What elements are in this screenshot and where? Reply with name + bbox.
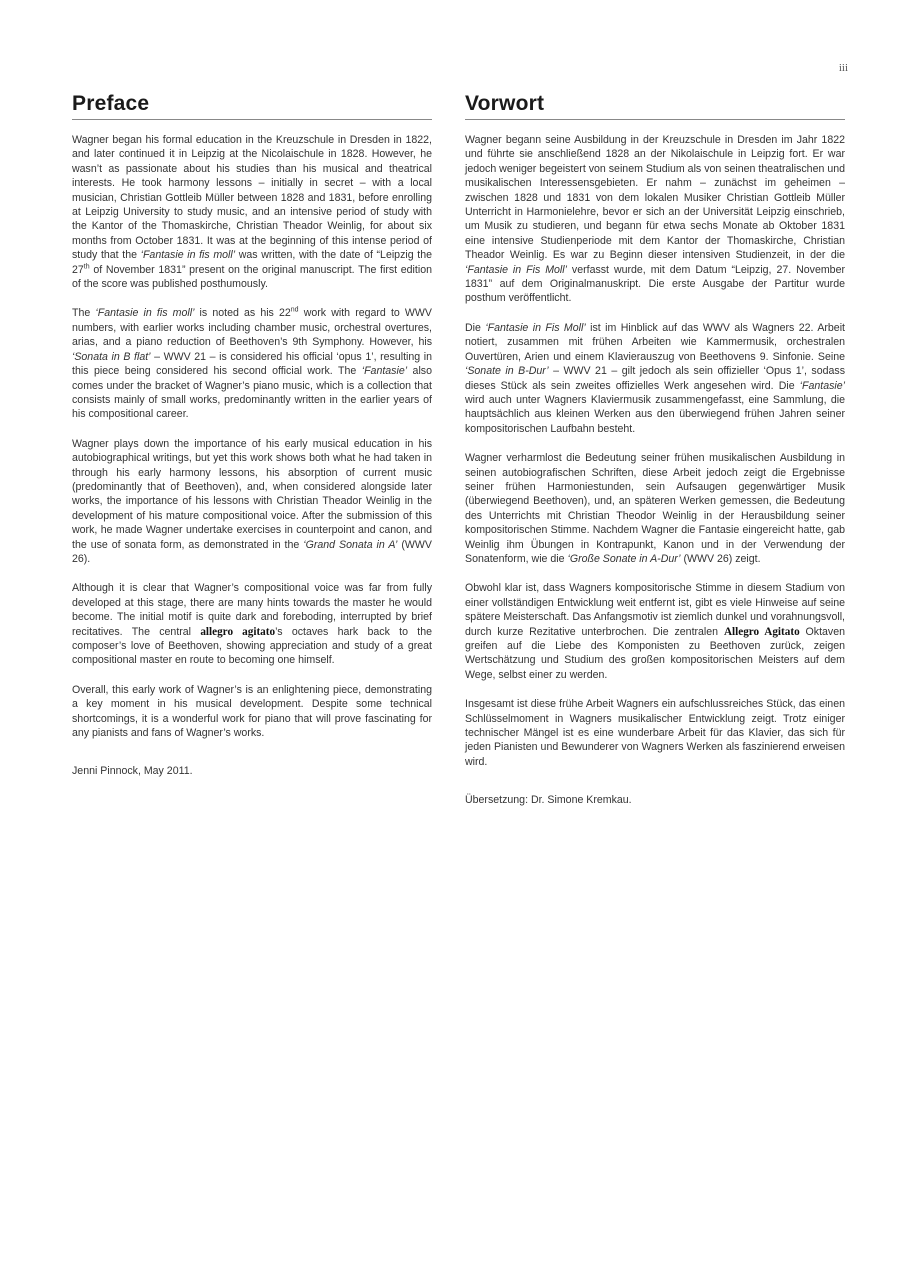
vorwort-signature: Übersetzung: Dr. Simone Kremkau. (465, 794, 632, 807)
work-title: ‘Große Sonate in A-Dur’ (567, 552, 681, 565)
text: Wagner begann seine Ausbildung in der Kreuzschule in Dresden im Jahr 1822 und führte sie anschließend 1828 an der Nikolaischule in Leipzig fort. Er war jedoch weniger begeistert von seinem Studium als von seinen theatralischen und musikalischen Interessensgebieten. Er nahm – zunächst im geheimen – zwischen 1828 und 1831 von dem lokalen Musiker Christian Gottleib Müller Unterricht in Harmonielehre, bevor er sich an der Universität Leipzig einschrieb, um Musik zu studieren, und begann für etwa sechs Monate ab Oktober 1831 eine intensive Studienperiode mit dem Kantor der Thomaskirche, Christian Theador Weinlig. Es war zu Beginn dieser intensiven Studienzeit, in der die (465, 134, 845, 262)
text: Wagner plays down the importance of his early musical education in his autobiographical writings, but yet this work shows both what he had taken in through his early harmony lessons, his absorption of current music (predominantly that of Beethoven), and, when considered alongside later works, the importance of his lessons with Christian Theador Weinlig in the development of his mature compositional voice. After the submission of this work, he made Wagner undertake exercises in counterpoint and canon, and the use of sonata form, as demonstrated in the (72, 437, 432, 551)
tempo-term: allegro agitato (200, 625, 276, 638)
text: Oktaven greifen auf die Liebe des Komponisten zu Beethoven zurück, zeigen Wertschätzung und Studium des großen kompositorischen Meisters auf dem Wege, selbst einer zu werden. (465, 625, 845, 681)
preface-paragraph-1 (72, 133, 432, 291)
text: was written, with the date of “Leipzig the 27 (72, 249, 432, 276)
ordinal-suffix: nd (290, 306, 299, 314)
vorwort-paragraph-3 (465, 451, 845, 566)
text: – WWV 21 – gilt jedoch als sein offizieller ‘Opus 1’, sodass dieses Stück als sein zweites offizielles Werk angesehen wird. Die (465, 365, 845, 392)
work-title: ‘Grand Sonata in A’ (303, 538, 398, 551)
text: verfasst wurde, mit dem Datum “Leipzig, 27. November 1831” auf dem Originalmanuskript. Die erste Ausgabe der Partitur wurde posthum veröffentlicht. (465, 263, 845, 305)
work-title: ‘Fantasie in Fis Moll’ (485, 321, 586, 334)
text: Wagner began his formal education in the Kreuzschule in Dresden in 1822, and later continued it in Leipzig at the Nicolaischule in 1828. However, he wasn’t as passionate about his studies than his musical and theatrical interests. He took harmony lessons – initially in secret – with a local musician, Christian Gottleib Müller between 1828 and 1831, before enrolling at Leipzig University to study music, and an intensive period of study with the Kantor of the Thomaskirche, Christian Theador Weinlig, for about six months from October 1831. It was at the beginning of this intense period of study that the (72, 134, 432, 262)
preface-column (72, 92, 432, 794)
ordinal-suffix: th (83, 263, 90, 271)
work-title: ‘Fantasie in fis moll’ (140, 249, 236, 262)
preface-signature: Jenni Pinnock, May 2011. (72, 765, 193, 778)
page-number: iii (838, 62, 848, 74)
work-title: ‘Fantasie’ (361, 365, 408, 378)
preface-paragraph-3 (72, 437, 432, 567)
text: The (72, 307, 96, 320)
work-title: ‘Fantasie in fis moll’ (95, 307, 195, 320)
vorwort-paragraph-5: Insgesamt ist diese frühe Arbeit Wagners ein aufschlussreiches Stück, das einen Schlüsselmoment in Wagners musikalischer Entwicklung zeigt. Trotz einiger technischer Mängel ist es eine wunderbare Arbeit für das Klavier, das sich für jeden Pianisten und Bewunderer von Wagners Werken als faszinierend erweisen wird. (465, 698, 845, 768)
text: Die (465, 321, 486, 334)
text: work with regard to WWV numbers, with earlier works including chamber music, orchestral overtures, arias, and a piano reduction of Beethoven’s 9th Symphony. However, his (72, 307, 432, 349)
text: Although it is clear that Wagner’s compositional voice was far from fully developed at this stage, there are many hints towards the master he would become. The initial motif is quite dark and foreboding, interrupted by brief recitatives. The central (72, 582, 432, 638)
text: Obwohl klar ist, dass Wagners kompositorische Stimme in diesem Stadium von einer vollständigen Entwicklung weit entfernt ist, gibt es viele Hinweise auf seine spätere Meisterschaft. Das Anfangsmotiv ist ziemlich dunkel und vorahnungsvoll, durch kurze Rezitative unterbrochen. Die zentralen (465, 582, 845, 638)
work-title: ‘Sonata in B flat’ (72, 350, 151, 363)
vorwort-paragraph-1 (465, 133, 845, 306)
text: of November 1831” present on the original manuscript. The first edition of the score was published posthumously. (72, 263, 432, 291)
text: ist im Hinblick auf das WWV als Wagners 22. Arbeit notiert, zusammen mit frühen Arbeiten wie Kammermusik, orchestralen Ouvertüren, Arien und einem Klavierauszug von Beethovens 9. Sinfonie. Seine (465, 321, 845, 363)
preface-paragraph-2 (72, 306, 432, 421)
text: is noted as his 22 (194, 307, 291, 320)
text: ’s octaves hark back to the composer’s love of Beethoven, showing appreciation and study of a great compositional master en route to becoming one himself. (72, 625, 432, 667)
text: (WWV 26) zeigt. (680, 552, 761, 565)
preface-heading: Preface (72, 92, 432, 120)
preface-paragraph-4 (72, 581, 432, 667)
text: wird auch unter Wagners Klaviermusik zusammengefasst, eine Sammlung, die hauptsächlich aus kleinen Werken aus den überwiegend frühen Jahren seiner kompositorischen Laufbahn besteht. (465, 393, 845, 435)
vorwort-heading: Vorwort (465, 92, 845, 120)
vorwort-paragraph-4 (465, 581, 845, 682)
text: (WWV 26). (72, 538, 432, 565)
work-title: ‘Fantasie in Fis Moll’ (465, 263, 567, 276)
text: Wagner verharmlost die Bedeutung seiner frühen musikalischen Ausbildung in seinen autobiografischen Schriften, diese Arbeit jedoch zeigt die Ergebnisse seiner frühen Harmoniestunden, sein Aufsaugen gegenwärtiger Musik (überwiegend Beethoven), und, an späteren Werken gemessen, die Bedeutung des Unterrichts mit Christian Theodor Weinlig in der Herausbildung seiner kompositorischen Stimme. Nachdem Wagner die Fantasie eingereicht hatte, gab Weinlig ihm Übungen in Kontrapunkt, Kanon und in der Verwendung der Sonatenform, wie die (465, 452, 845, 565)
work-title: ‘Fantasie’ (799, 379, 845, 392)
tempo-term: Allegro Agitato (723, 625, 800, 638)
preface-paragraph-5: Overall, this early work of Wagner’s is an enlightening piece, demonstrating a key moment in his musical development. Despite some technical shortcomings, it is a wonderful work for piano that will prove fascinating for any pianists and fans of Wagner’s works. (72, 683, 432, 740)
vorwort-paragraph-2 (465, 321, 845, 436)
text: also comes under the bracket of Wagner’s piano music, which is a collection that consists mainly of small works, predominantly written in the earlier years of his compositional career. (72, 365, 432, 421)
text: – WWV 21 – is considered his official ‘opus 1’, resulting in this piece being considered his second official work. The (72, 350, 433, 378)
vorwort-column (465, 92, 845, 823)
work-title: ‘Sonate in B-Dur’ (465, 365, 549, 378)
